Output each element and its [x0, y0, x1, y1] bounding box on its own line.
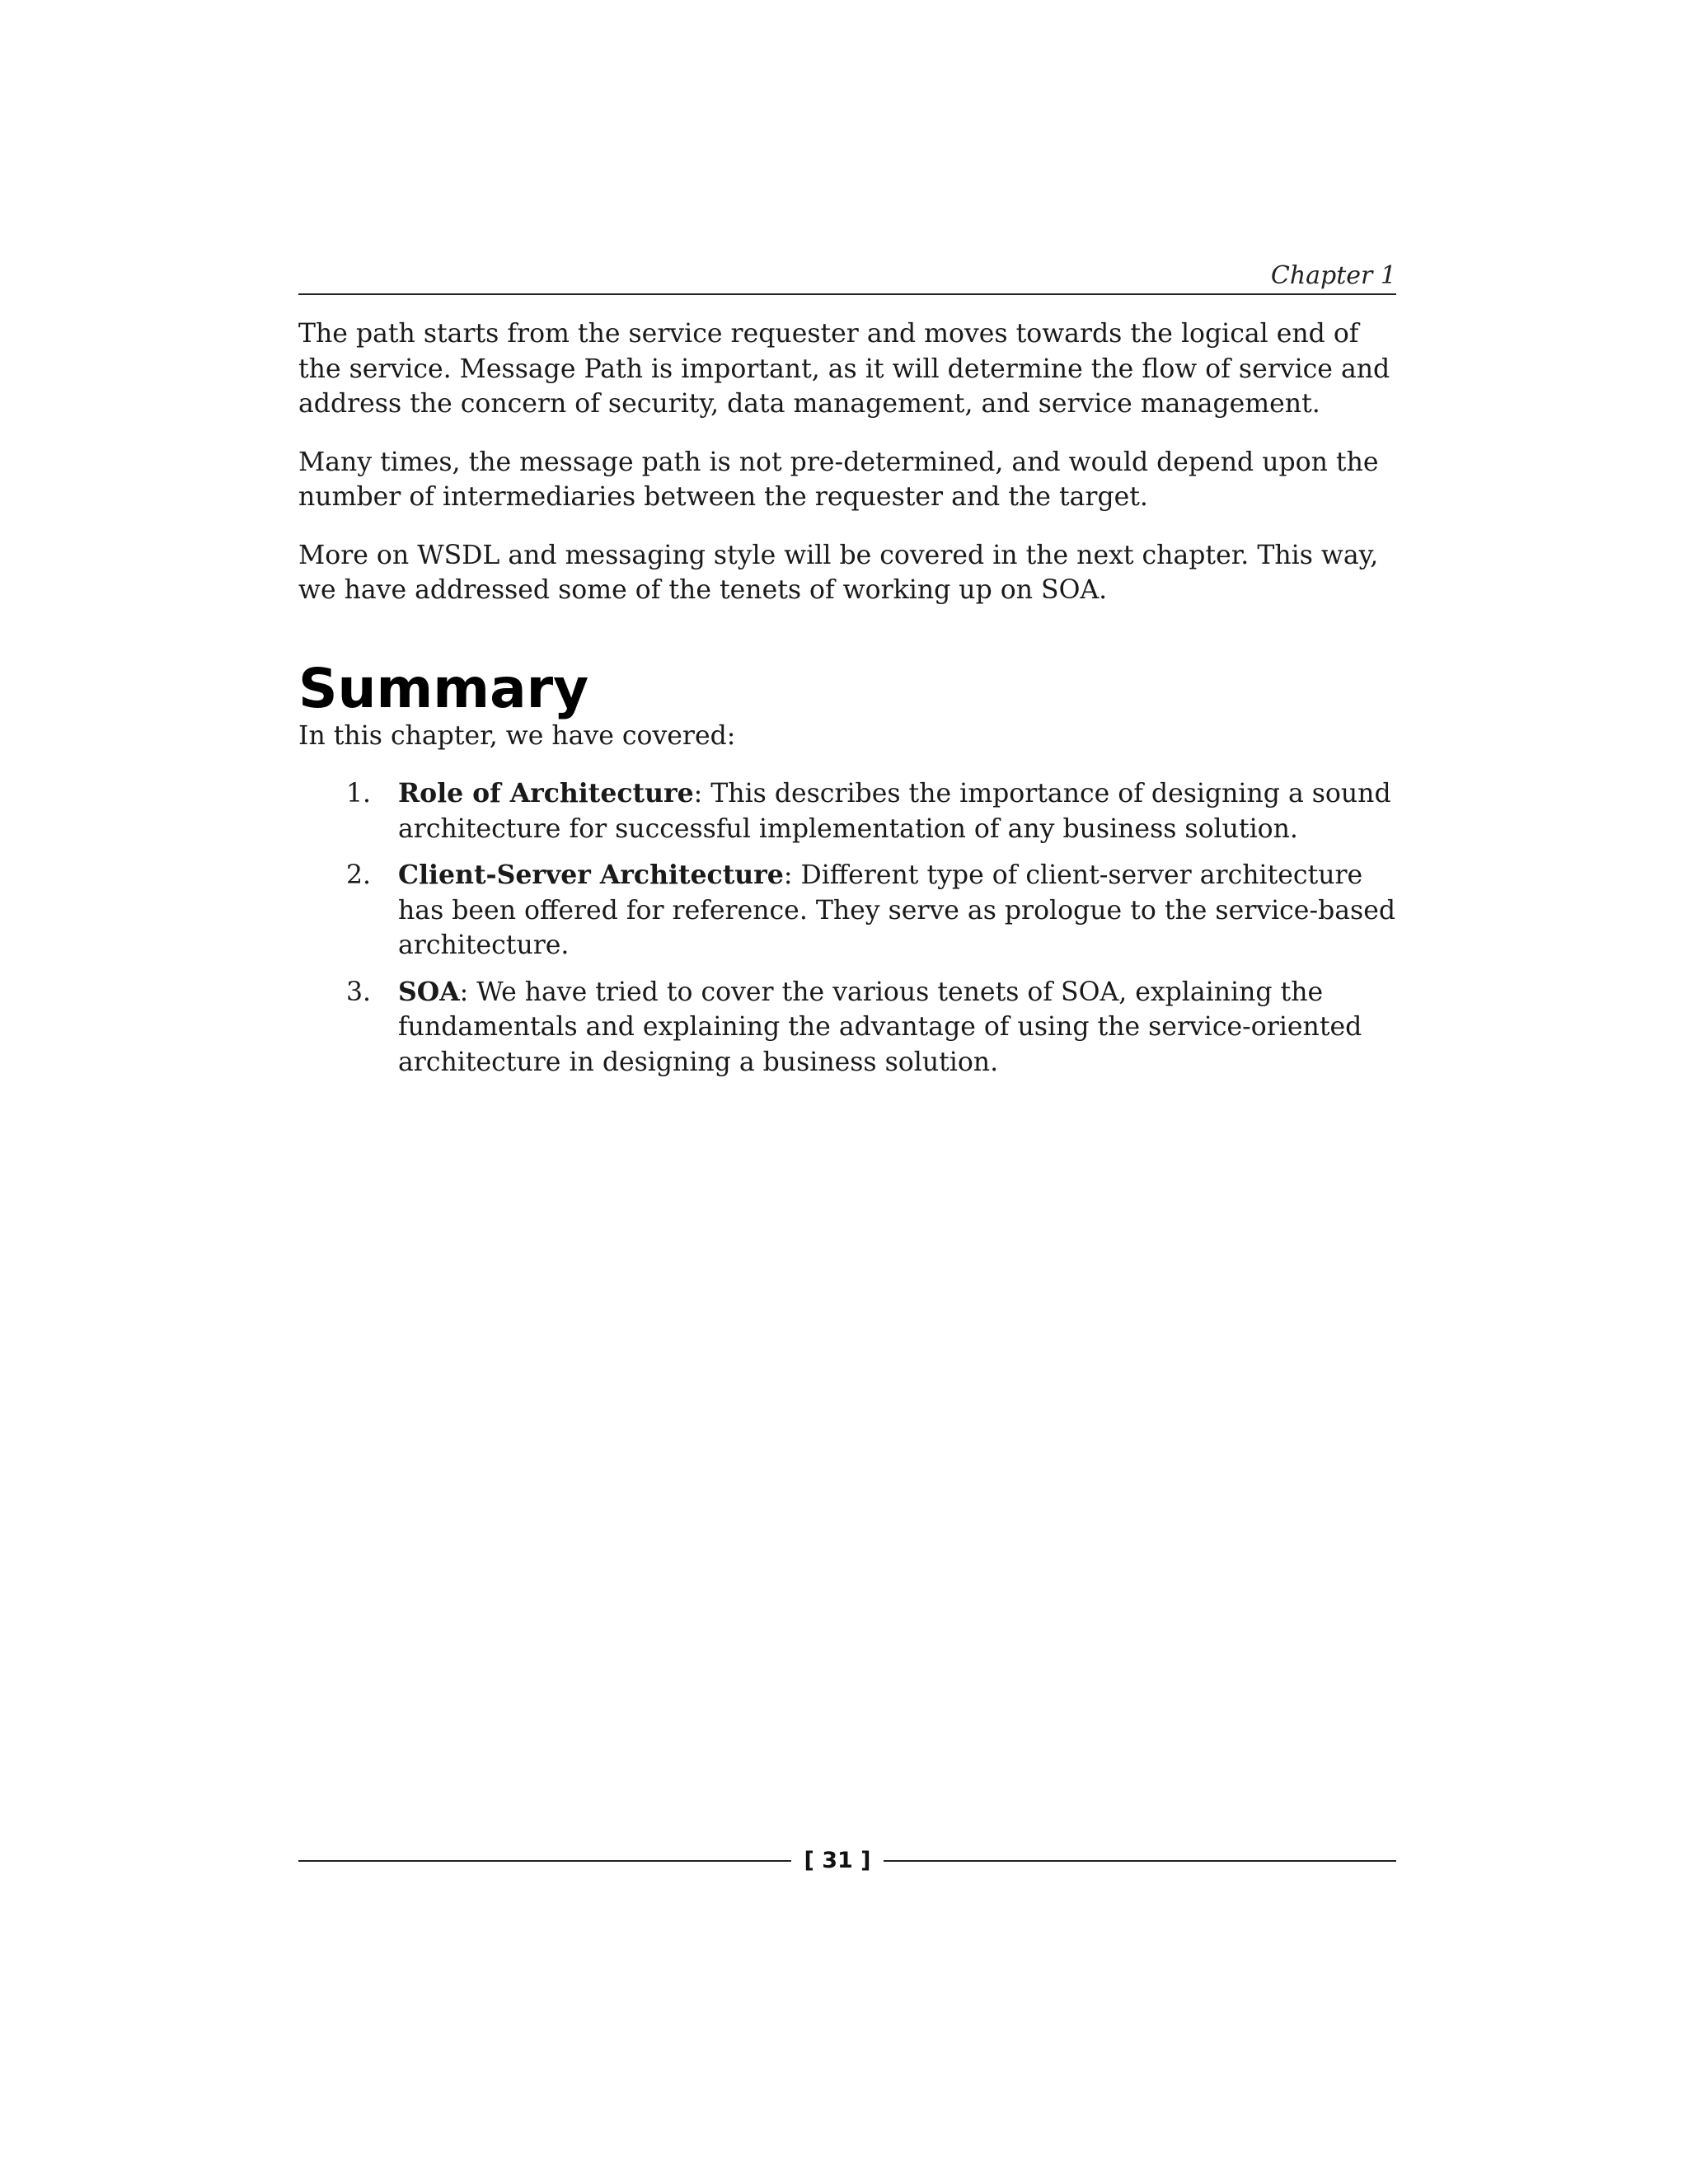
- list-item-text: : We have tried to cover the various tenets of SOA, explaining the fundamentals and explaining the advantage of using the service-oriented architecture in designing a business solution.: [398, 977, 1362, 1077]
- list-item-number: 3.: [346, 977, 372, 1007]
- list-item: [298, 776, 1396, 846]
- page-number: [ 31 ]: [804, 1848, 871, 1873]
- list-item: [298, 858, 1396, 963]
- list-item: [298, 975, 1396, 1080]
- summary-list: [298, 776, 1396, 1080]
- paragraph-wsdl: More on WSDL and messaging style will be covered in the next chapter. This way, we have addressed some of the tenets of working up on SOA.: [298, 540, 1379, 605]
- footer-rule-left: [298, 1860, 791, 1862]
- list-item-number: 2.: [346, 860, 372, 890]
- page-body: [298, 316, 1396, 1091]
- list-item-term: SOA: [398, 976, 460, 1007]
- page-header: [298, 262, 1396, 295]
- footer-rule-right: [884, 1860, 1396, 1862]
- list-item-text: : Different type of client-server architecture has been offered for reference. They serve as prologue to the service-based architecture.: [398, 860, 1396, 960]
- summary-intro: In this chapter, we have covered:: [298, 720, 736, 751]
- list-item-term: Client-Server Architecture: [398, 860, 784, 890]
- list-item-number: 1.: [346, 779, 372, 808]
- page-footer: [298, 1844, 1396, 1877]
- chapter-label: Chapter 1: [1270, 261, 1396, 290]
- summary-heading: Summary: [298, 656, 589, 720]
- list-item-term: Role of Architecture: [398, 778, 694, 808]
- list-item-text: : This describes the importance of designing a sound architecture for successful implementation of any business solution.: [398, 779, 1391, 844]
- paragraph-message-path: The path starts from the service requester and moves towards the logical end of the service. Message Path is important, as it will determine the flow of service and address the concern of security, data management, and service management.: [298, 319, 1390, 419]
- paragraph-intermediaries: Many times, the message path is not pre-determined, and would depend upon the number of intermediaries between the requester and the target.: [298, 447, 1379, 512]
